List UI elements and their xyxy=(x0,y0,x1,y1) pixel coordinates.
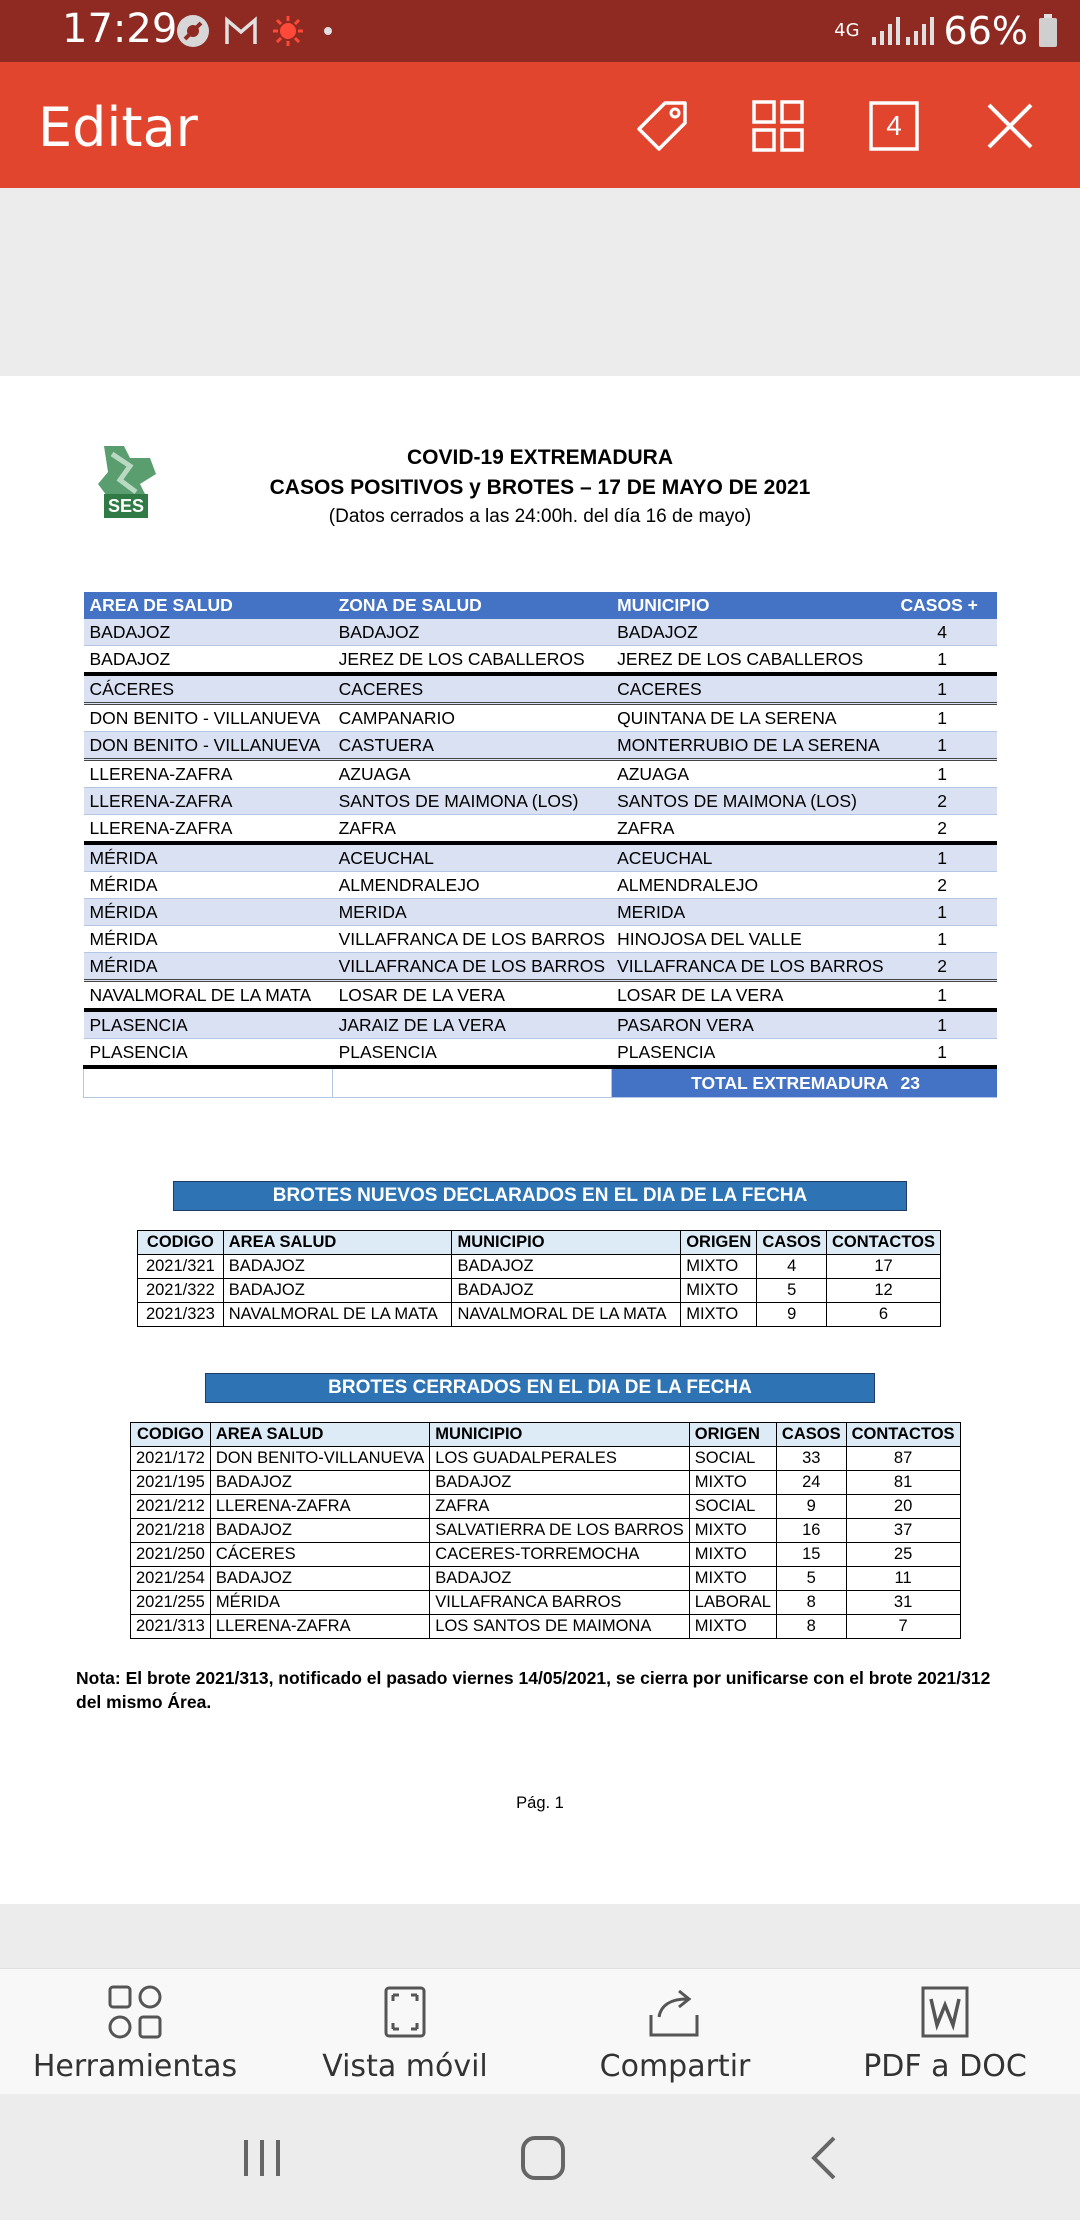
cell-municipio: CACERES xyxy=(611,674,894,704)
table-row xyxy=(131,1567,961,1591)
cell-casos: 4 xyxy=(757,1255,827,1279)
cell-municipio: MERIDA xyxy=(611,899,894,926)
cell-casos: 33 xyxy=(776,1447,846,1471)
cell-zona: CAMPANARIO xyxy=(333,704,611,732)
table-row xyxy=(84,872,998,899)
cell-origen: MIXTO xyxy=(689,1519,776,1543)
cell-municipio: QUINTANA DE LA SERENA xyxy=(611,704,894,732)
cell-origen: MIXTO xyxy=(689,1471,776,1495)
pdf-to-doc-button[interactable] xyxy=(810,1985,1080,2095)
cell-contactos: 37 xyxy=(846,1519,960,1543)
cell-casos: 4 xyxy=(895,619,997,646)
home-icon xyxy=(519,2134,567,2182)
cell-casos: 2 xyxy=(895,815,997,844)
table-row xyxy=(84,926,998,953)
tools-label: Herramientas xyxy=(32,2049,238,2084)
header-municipio: MUNICIPIO xyxy=(611,592,894,619)
cell-area: NAVALMORAL DE LA MATA xyxy=(84,981,333,1011)
recents-icon xyxy=(240,2136,284,2180)
share-icon xyxy=(647,1985,703,2039)
cell-municipio: HINOJOSA DEL VALLE xyxy=(611,926,894,953)
cell-codigo: 2021/254 xyxy=(131,1567,211,1591)
cell-contactos: 81 xyxy=(846,1471,960,1495)
nota-text: Nota: El brote 2021/313, notificado el pasado viernes 14/05/2021, se cierra por unificarse con el brote 2021/312 del mismo Área. xyxy=(76,1668,991,1712)
table-row xyxy=(84,760,998,788)
cell-origen: MIXTO xyxy=(681,1255,757,1279)
table-row xyxy=(84,899,998,926)
grid-button[interactable] xyxy=(750,98,806,154)
cell-contactos: 25 xyxy=(846,1543,960,1567)
cell-casos: 1 xyxy=(895,646,997,675)
cell-casos: 1 xyxy=(895,1010,997,1039)
cell-casos: 16 xyxy=(776,1519,846,1543)
recorder-icon xyxy=(272,15,304,47)
cell-area: NAVALMORAL DE LA MATA xyxy=(223,1303,452,1327)
cell-area: BADAJOZ xyxy=(84,646,333,675)
network-type: 4G xyxy=(834,20,860,41)
cell-contactos: 12 xyxy=(827,1279,941,1303)
cell-casos: 1 xyxy=(895,1039,997,1068)
cell-municipio: LOS GUADALPERALES xyxy=(430,1447,690,1471)
cell-zona: JEREZ DE LOS CABALLEROS xyxy=(333,646,611,675)
cell-origen: MIXTO xyxy=(689,1543,776,1567)
total-row xyxy=(84,1067,998,1098)
cell-casos: 1 xyxy=(895,981,997,1011)
cell-municipio: VILLAFRANCA DE LOS BARROS xyxy=(611,953,894,981)
cell-zona: LOSAR DE LA VERA xyxy=(333,981,611,1011)
table-row xyxy=(84,674,998,704)
brotes-cerrados-table xyxy=(130,1422,961,1639)
table-row xyxy=(84,1039,998,1068)
cell-zona: JARAIZ DE LA VERA xyxy=(333,1010,611,1039)
tag-icon xyxy=(637,99,691,153)
cell-zona: CACERES xyxy=(333,674,611,704)
cell-area: PLASENCIA xyxy=(84,1039,333,1068)
back-icon xyxy=(806,2134,842,2182)
header-origen: ORIGEN xyxy=(681,1231,757,1255)
cell-codigo: 2021/313 xyxy=(131,1615,211,1639)
cell-codigo: 2021/172 xyxy=(131,1447,211,1471)
cell-zona: MERIDA xyxy=(333,899,611,926)
header-area: AREA SALUD xyxy=(210,1423,429,1447)
home-button[interactable] xyxy=(503,2126,583,2190)
cell-municipio: ACEUCHAL xyxy=(611,843,894,872)
table-row xyxy=(84,704,998,732)
brotes-nuevos-table xyxy=(137,1230,941,1327)
cell-area: MÉRIDA xyxy=(210,1591,429,1615)
cell-codigo: 2021/255 xyxy=(131,1591,211,1615)
cell-codigo: 2021/212 xyxy=(131,1495,211,1519)
cell-municipio: VILLAFRANCA BARROS xyxy=(430,1591,690,1615)
cell-area: LLERENA-ZAFRA xyxy=(210,1615,429,1639)
document-title-line1: COVID-19 EXTREMADURA xyxy=(406,446,674,469)
cell-zona: ACEUCHAL xyxy=(333,843,611,872)
battery-percent: 66% xyxy=(943,9,1028,53)
table-row xyxy=(84,1010,998,1039)
table-row xyxy=(84,815,998,844)
header-area: AREA DE SALUD xyxy=(84,592,333,619)
cell-codigo: 2021/322 xyxy=(138,1279,224,1303)
cell-casos: 5 xyxy=(776,1567,846,1591)
cell-municipio: CACERES-TORREMOCHA xyxy=(430,1543,690,1567)
ses-logo-text: SES xyxy=(108,496,145,516)
page-number: Pág. 1 xyxy=(516,1794,564,1812)
cell-zona: SANTOS DE MAIMONA (LOS) xyxy=(333,788,611,815)
page-title: Editar xyxy=(38,96,198,159)
mobile-view-icon xyxy=(383,1985,427,2039)
cell-municipio: NAVALMORAL DE LA MATA xyxy=(452,1303,681,1327)
cell-origen: MIXTO xyxy=(689,1615,776,1639)
total-value: 23 xyxy=(895,1067,997,1098)
cell-area: PLASENCIA xyxy=(84,1010,333,1039)
cell-municipio: ZAFRA xyxy=(430,1495,690,1519)
cell-municipio: PASARON VERA xyxy=(611,1010,894,1039)
cell-casos: 1 xyxy=(895,732,997,760)
cell-municipio: BADAJOZ xyxy=(452,1255,681,1279)
cell-casos: 1 xyxy=(895,843,997,872)
page-gap xyxy=(0,188,1080,376)
header-contactos: CONTACTOS xyxy=(846,1423,960,1447)
cell-area: BADAJOZ xyxy=(84,619,333,646)
cell-codigo: 2021/323 xyxy=(138,1303,224,1327)
tools-icon xyxy=(108,1985,162,2039)
cell-codigo: 2021/218 xyxy=(131,1519,211,1543)
cell-area: MÉRIDA xyxy=(84,953,333,981)
bottom-toolbar xyxy=(0,1968,1080,2095)
brotes-nuevos-header xyxy=(138,1231,941,1255)
cell-area: BADAJOZ xyxy=(210,1471,429,1495)
cell-municipio: BADAJOZ xyxy=(430,1471,690,1495)
table-row xyxy=(131,1447,961,1471)
cell-area: LLERENA-ZAFRA xyxy=(84,760,333,788)
brotes-cerrados-header xyxy=(131,1423,961,1447)
close-button[interactable] xyxy=(982,98,1038,154)
header-municipio: MUNICIPIO xyxy=(430,1423,690,1447)
dot-icon xyxy=(318,21,338,41)
cell-casos: 8 xyxy=(776,1615,846,1639)
cell-contactos: 11 xyxy=(846,1567,960,1591)
header-contactos: CONTACTOS xyxy=(827,1231,941,1255)
cell-contactos: 6 xyxy=(827,1303,941,1327)
cell-municipio: AZUAGA xyxy=(611,760,894,788)
cell-contactos: 17 xyxy=(827,1255,941,1279)
cases-table xyxy=(83,592,997,1098)
table-row xyxy=(131,1615,961,1639)
cell-casos: 1 xyxy=(895,704,997,732)
table-row xyxy=(138,1303,941,1327)
table-row xyxy=(84,981,998,1011)
cell-area: BADAJOZ xyxy=(210,1567,429,1591)
status-notification-icons xyxy=(176,14,338,48)
cell-origen: LABORAL xyxy=(689,1591,776,1615)
table-row xyxy=(84,732,998,760)
battery-icon xyxy=(1038,14,1058,48)
cell-area: DON BENITO-VILLANUEVA xyxy=(210,1447,429,1471)
brotes-cerrados-title: BROTES CERRADOS EN EL DIA DE LA FECHA xyxy=(205,1373,875,1403)
mobile-view-button[interactable] xyxy=(270,1985,540,2095)
table-row xyxy=(84,843,998,872)
pdf-page[interactable] xyxy=(0,376,1080,1904)
table-row xyxy=(84,788,998,815)
cell-zona: BADAJOZ xyxy=(333,619,611,646)
table-row xyxy=(131,1519,961,1543)
tools-button[interactable] xyxy=(0,1985,270,2095)
cell-area: MÉRIDA xyxy=(84,926,333,953)
cell-contactos: 31 xyxy=(846,1591,960,1615)
cell-municipio: BADAJOZ xyxy=(611,619,894,646)
header-casos: CASOS xyxy=(757,1231,827,1255)
cell-contactos: 20 xyxy=(846,1495,960,1519)
cell-origen: MIXTO xyxy=(689,1567,776,1591)
cell-casos: 1 xyxy=(895,899,997,926)
cell-origen: MIXTO xyxy=(681,1279,757,1303)
table-row xyxy=(131,1543,961,1567)
cell-casos: 1 xyxy=(895,674,997,704)
cell-contactos: 7 xyxy=(846,1615,960,1639)
cell-zona: CASTUERA xyxy=(333,732,611,760)
table-row xyxy=(84,619,998,646)
status-bar xyxy=(0,0,1080,62)
cell-origen: SOCIAL xyxy=(689,1495,776,1519)
total-blank xyxy=(333,1067,611,1098)
cell-casos: 2 xyxy=(895,872,997,899)
back-button[interactable] xyxy=(784,2126,864,2190)
cell-zona: ALMENDRALEJO xyxy=(333,872,611,899)
notification-icon xyxy=(176,14,210,48)
mobile-view-label: Vista móvil xyxy=(322,2049,488,2084)
cell-zona: AZUAGA xyxy=(333,760,611,788)
cell-origen: SOCIAL xyxy=(689,1447,776,1471)
table-row xyxy=(138,1255,941,1279)
total-blank xyxy=(84,1067,333,1098)
cell-municipio: BADAJOZ xyxy=(452,1279,681,1303)
cell-zona: PLASENCIA xyxy=(333,1039,611,1068)
cell-casos: 1 xyxy=(895,926,997,953)
cell-zona: ZAFRA xyxy=(333,815,611,844)
table-row xyxy=(138,1279,941,1303)
page-count-button[interactable] xyxy=(866,98,922,154)
cell-area: CÁCERES xyxy=(210,1543,429,1567)
tag-button[interactable] xyxy=(636,98,692,154)
cell-casos: 1 xyxy=(895,760,997,788)
share-button[interactable] xyxy=(540,1985,810,2095)
cell-area: DON BENITO - VILLANUEVA xyxy=(84,704,333,732)
word-icon xyxy=(920,1985,970,2039)
pdf-to-doc-label: PDF a DOC xyxy=(863,2049,1027,2084)
cell-codigo: 2021/195 xyxy=(131,1471,211,1495)
cell-codigo: 2021/321 xyxy=(138,1255,224,1279)
document-subtitle: (Datos cerrados a las 24:00h. del día 16 de mayo) xyxy=(328,506,752,527)
cell-zona: VILLAFRANCA DE LOS BARROS xyxy=(333,926,611,953)
document-title-line2: CASOS POSITIVOS y BROTES – 17 DE MAYO DE 2021 xyxy=(269,476,811,499)
cell-area: MÉRIDA xyxy=(84,872,333,899)
table-row xyxy=(131,1495,961,1519)
cell-area: MÉRIDA xyxy=(84,899,333,926)
cell-municipio: ALMENDRALEJO xyxy=(611,872,894,899)
cell-municipio: LOS SANTOS DE MAIMONA xyxy=(430,1615,690,1639)
cell-area: BADAJOZ xyxy=(223,1279,452,1303)
cell-municipio: MONTERRUBIO DE LA SERENA xyxy=(611,732,894,760)
cell-municipio: LOSAR DE LA VERA xyxy=(611,981,894,1011)
header-zona: ZONA DE SALUD xyxy=(333,592,611,619)
table-row xyxy=(131,1591,961,1615)
cell-casos: 5 xyxy=(757,1279,827,1303)
cell-municipio: SALVATIERRA DE LOS BARROS xyxy=(430,1519,690,1543)
table-row xyxy=(131,1471,961,1495)
cell-casos: 8 xyxy=(776,1591,846,1615)
cell-contactos: 87 xyxy=(846,1447,960,1471)
share-label: Compartir xyxy=(599,2049,751,2084)
cell-municipio: JEREZ DE LOS CABALLEROS xyxy=(611,646,894,675)
grid-icon xyxy=(752,100,804,152)
cell-zona: VILLAFRANCA DE LOS BARROS xyxy=(333,953,611,981)
cell-area: CÁCERES xyxy=(84,674,333,704)
close-icon xyxy=(985,101,1035,151)
cell-municipio: BADAJOZ xyxy=(430,1567,690,1591)
header-casos: CASOS + xyxy=(895,592,997,619)
header-area: AREA SALUD xyxy=(223,1231,452,1255)
cell-area: DON BENITO - VILLANUEVA xyxy=(84,732,333,760)
navigation-bar xyxy=(0,2094,1080,2220)
signal-icon xyxy=(870,15,934,47)
gmail-icon xyxy=(224,16,258,46)
cell-municipio: PLASENCIA xyxy=(611,1039,894,1068)
cell-area: BADAJOZ xyxy=(210,1519,429,1543)
header-casos: CASOS xyxy=(776,1423,846,1447)
cell-casos: 9 xyxy=(776,1495,846,1519)
status-time: 17:29 xyxy=(62,6,178,52)
header-municipio: MUNICIPIO xyxy=(452,1231,681,1255)
total-label: TOTAL EXTREMADURA xyxy=(611,1067,894,1098)
cell-area: LLERENA-ZAFRA xyxy=(84,815,333,844)
recents-button[interactable] xyxy=(222,2126,302,2190)
cell-origen: MIXTO xyxy=(681,1303,757,1327)
cell-casos: 15 xyxy=(776,1543,846,1567)
cell-municipio: SANTOS DE MAIMONA (LOS) xyxy=(611,788,894,815)
cell-casos: 2 xyxy=(895,788,997,815)
table-row xyxy=(84,953,998,981)
cell-area: BADAJOZ xyxy=(223,1255,452,1279)
status-right-group xyxy=(834,6,1058,56)
cell-casos: 2 xyxy=(895,953,997,981)
app-bar xyxy=(0,62,1080,188)
cell-codigo: 2021/250 xyxy=(131,1543,211,1567)
cases-table-header xyxy=(84,592,998,619)
cell-area: LLERENA-ZAFRA xyxy=(210,1495,429,1519)
header-codigo: CODIGO xyxy=(131,1423,211,1447)
cell-casos: 9 xyxy=(757,1303,827,1327)
cell-area: MÉRIDA xyxy=(84,843,333,872)
cell-municipio: ZAFRA xyxy=(611,815,894,844)
brotes-nuevos-title: BROTES NUEVOS DECLARADOS EN EL DIA DE LA FECHA xyxy=(173,1181,907,1211)
cell-area: LLERENA-ZAFRA xyxy=(84,788,333,815)
header-codigo: CODIGO xyxy=(138,1231,224,1255)
page-count-label: 4 xyxy=(886,110,902,141)
table-row xyxy=(84,646,998,675)
header-origen: ORIGEN xyxy=(689,1423,776,1447)
cell-casos: 24 xyxy=(776,1471,846,1495)
